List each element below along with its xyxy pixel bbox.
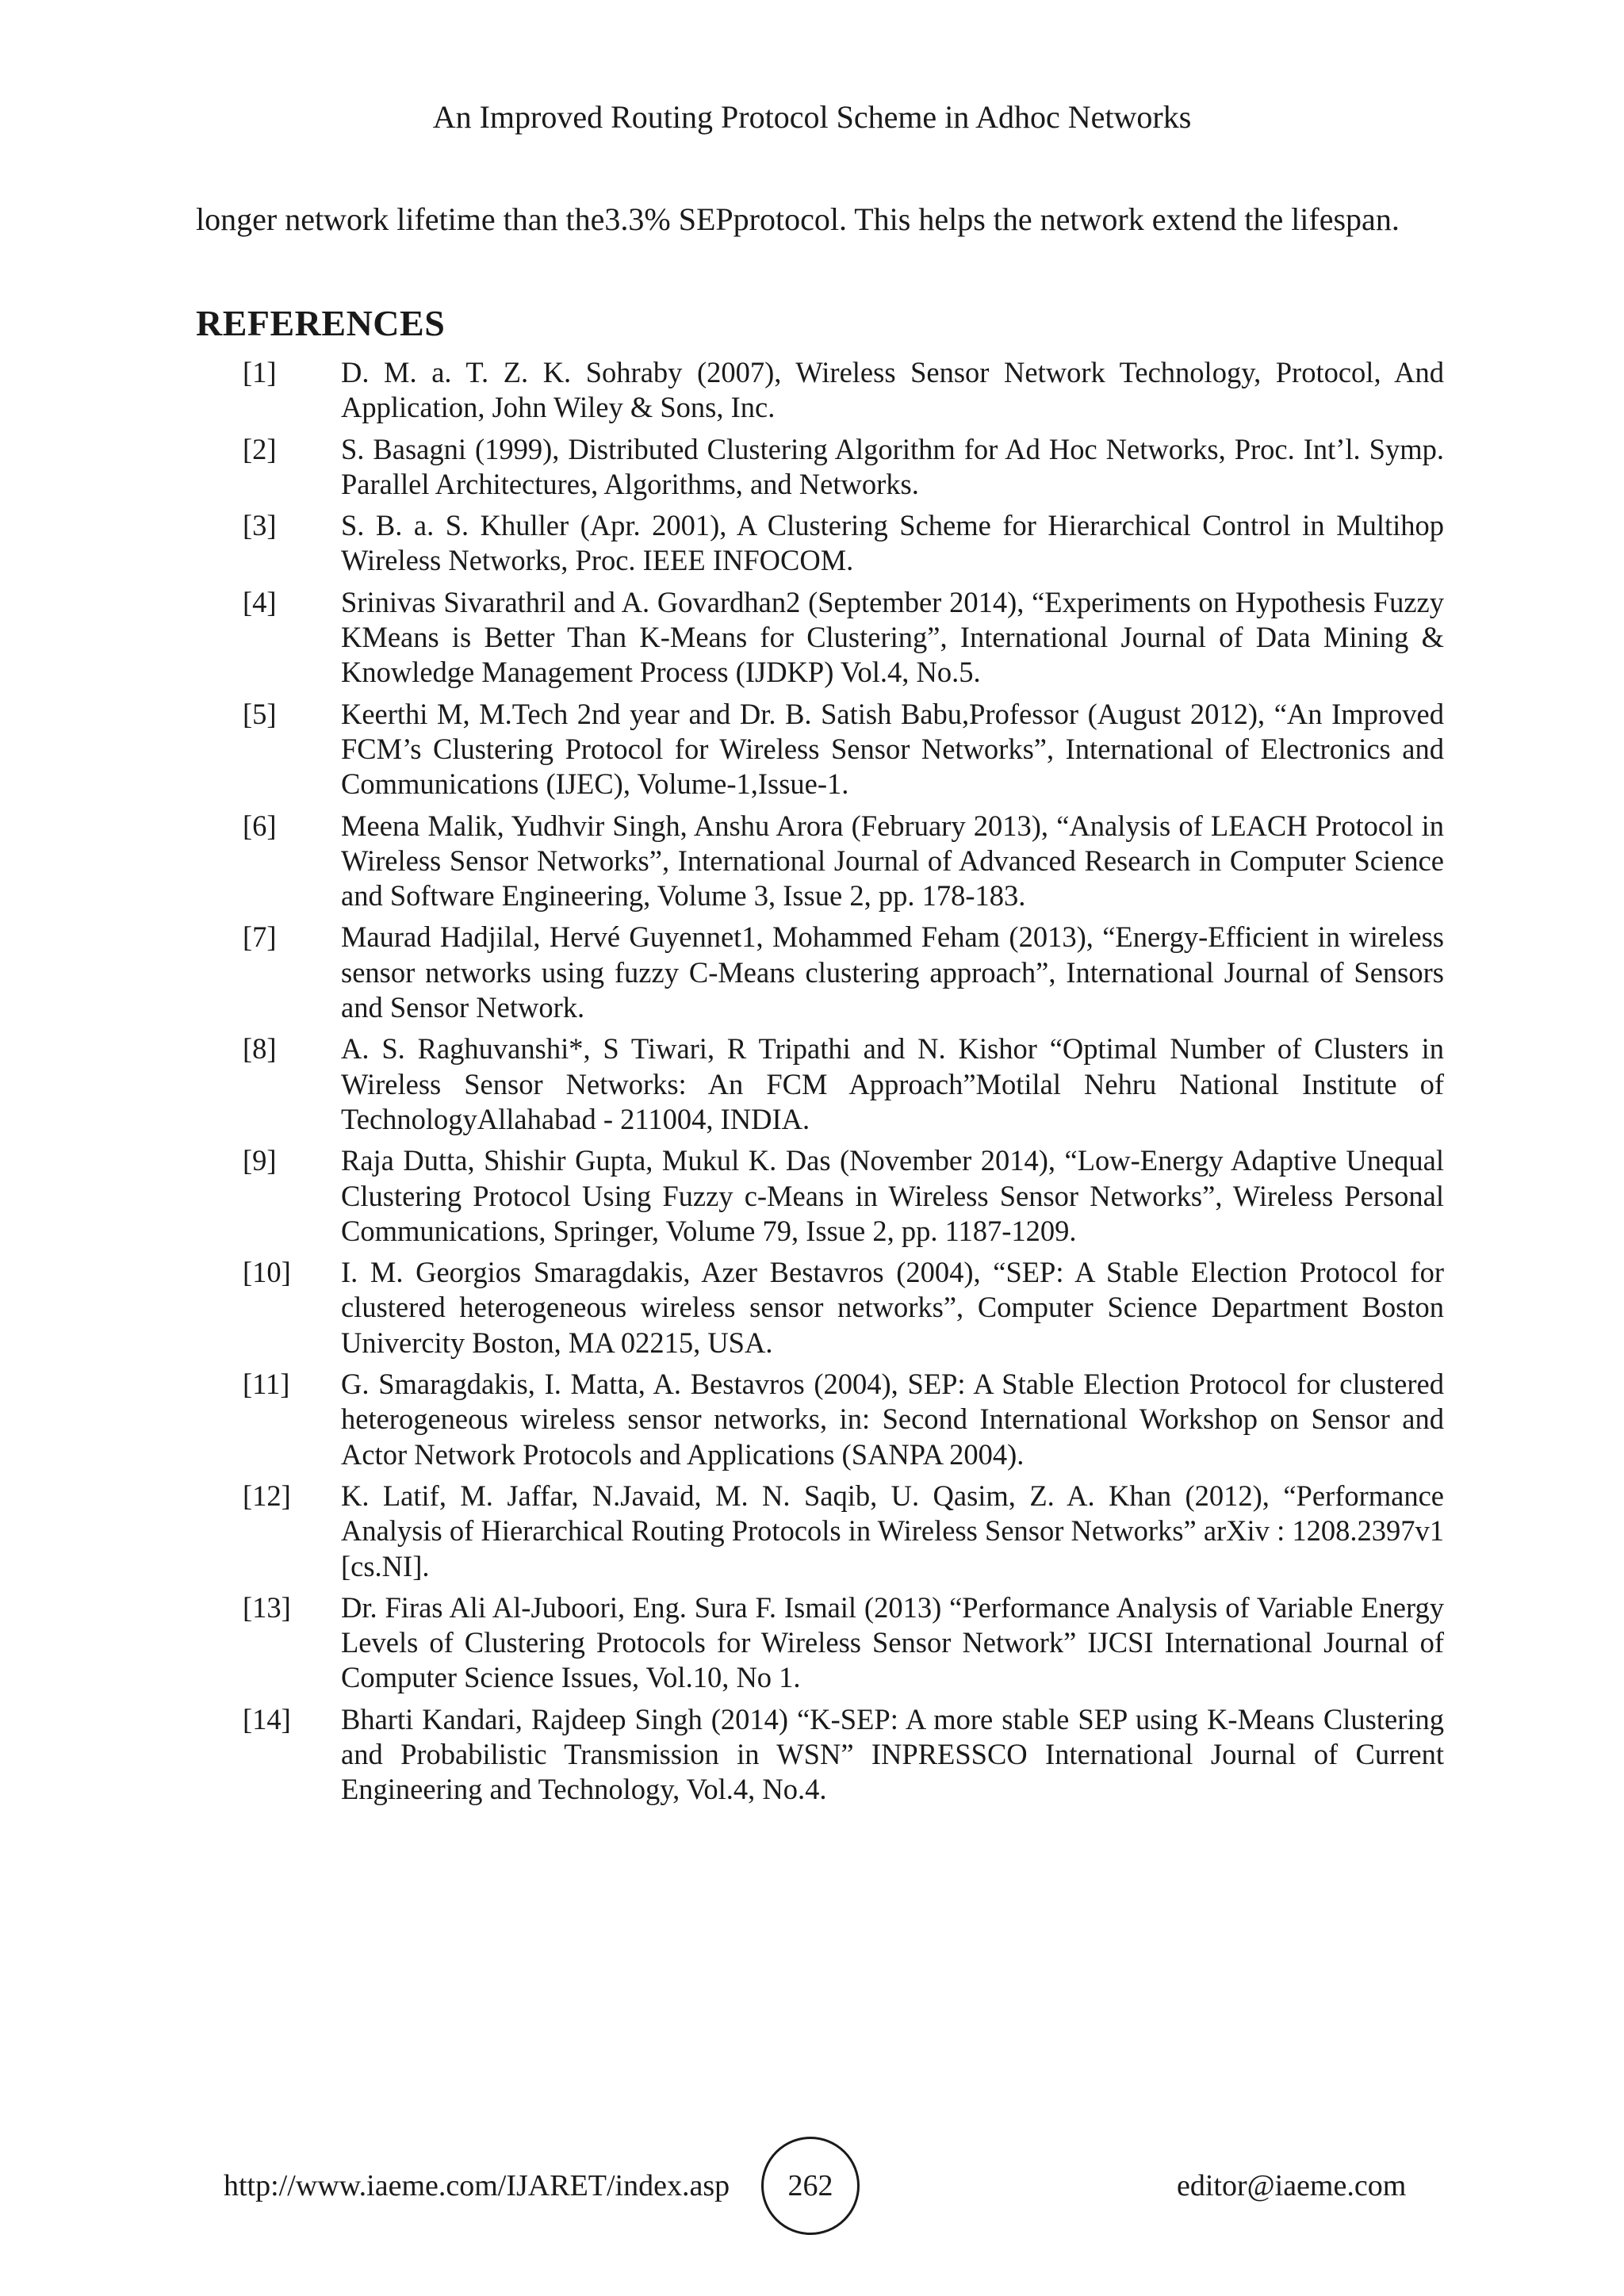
reference-item — [243, 1255, 1444, 1360]
running-header: An Improved Routing Protocol Scheme in Adhoc Networks — [432, 99, 1192, 135]
reference-number: [5] — [243, 697, 277, 730]
reference-number: [8] — [243, 1032, 277, 1066]
reference-number: [1] — [243, 356, 277, 388]
reference-list — [243, 355, 1444, 1814]
reference-text: Bharti Kandari, Rajdeep Singh (2014) “K-SEP: A more stable SEP using K-Means Clustering and Probabilistic Transmission in WSN” INPRESSCO International Journal of Current Engineering and Technology, Vol.4, No.4. — [341, 1702, 1444, 1806]
reference-number: [14] — [243, 1702, 291, 1735]
reference-text: Raja Dutta, Shishir Gupta, Mukul K. Das (November 2014), “Low-Energy Adaptive Unequal Clustering Protocol Using Fuzzy c-Means in Wireless Sensor Networks”, Wireless Personal Communications, Springer, Volume 79, Issue 2, pp. 1187-1209. — [341, 1144, 1444, 1247]
reference-number: [2] — [243, 432, 277, 465]
reference-number: [4] — [243, 585, 277, 618]
reference-text: G. Smaragdakis, I. Matta, A. Bestavros (2004), SEP: A Stable Election Protocol for clustered heterogeneous wireless sensor networks, in: Second International Workshop on Sensor and Actor Network Protocols and Applications (SANPA 2004). — [341, 1368, 1444, 1471]
reference-item — [243, 432, 1444, 503]
reference-item — [243, 355, 1444, 426]
reference-number: [13] — [243, 1590, 291, 1624]
reference-text: Keerthi M, M.Tech 2nd year and Dr. B. Satish Babu,Professor (August 2012), “An Improved FCM’s Clustering Protocol for Wireless Sensor Networks”, International of Electronics and Communications (IJEC), Volume-1,Issue-1. — [341, 697, 1444, 801]
reference-item — [243, 585, 1444, 691]
page-number-badge — [761, 2137, 860, 2235]
reference-item — [243, 508, 1444, 579]
reference-item — [243, 1702, 1444, 1808]
references-heading: REFERENCES — [196, 303, 446, 343]
page-number: 262 — [787, 2169, 833, 2202]
reference-text: A. S. Raghuvanshi*, S Tiwari, R Tripathi and N. Kishor “Optimal Number of Clusters in Wireless Sensor Networks: An FCM Approach”Motilal Nehru National Institute of TechnologyAllahabad - 211004, INDIA. — [341, 1032, 1444, 1135]
reference-number: [3] — [243, 509, 277, 542]
reference-item — [243, 809, 1444, 914]
reference-text: Maurad Hadjilal, Hervé Guyennet1, Mohammed Feham (2013), “Energy-Efficient in wireless sensor networks using fuzzy C-Means clustering approach”, International Journal of Sensors and Sensor Network. — [341, 920, 1444, 1024]
reference-text: S. B. a. S. Khuller (Apr. 2001), A Clustering Scheme for Hierarchical Control in Multihop Wireless Networks, Proc. IEEE INFOCOM. — [341, 509, 1444, 577]
reference-text: Srinivas Sivarathril and A. Govardhan2 (September 2014), “Experiments on Hypothesis Fuzzy KMeans is Better Than K-Means for Clustering”, International Journal of Data Mining & Knowledge Management Process (IJDKP) Vol.4, No.5. — [341, 585, 1444, 689]
reference-text: Dr. Firas Ali Al-Juboori, Eng. Sura F. Ismail (2013) “Performance Analysis of Variable Energy Levels of Clustering Protocols for Wireless Sensor Network” IJCSI International Journal of Computer Science Issues, Vol.10, No 1. — [341, 1590, 1444, 1694]
reference-number: [12] — [243, 1479, 291, 1512]
reference-item — [243, 1031, 1444, 1137]
reference-number: [9] — [243, 1144, 277, 1177]
reference-number: [7] — [243, 920, 277, 954]
reference-item — [243, 1367, 1444, 1472]
reference-item — [243, 1590, 1444, 1696]
reference-item — [243, 1479, 1444, 1584]
reference-text: K. Latif, M. Jaffar, N.Javaid, M. N. Saqib, U. Qasim, Z. A. Khan (2012), “Performance Analysis of Hierarchical Routing Protocols in Wireless Sensor Networks” arXiv : 1208.2397v1 [cs.NI]. — [341, 1479, 1444, 1582]
intro-text: longer network lifetime than the3.3% SEPprotocol. This helps the network extend the lifespan. — [196, 201, 1400, 237]
reference-text: Meena Malik, Yudhvir Singh, Anshu Arora (February 2013), “Analysis of LEACH Protocol in Wireless Sensor Networks”, International Journal of Advanced Research in Computer Science and Software Engineering, Volume 3, Issue 2, pp. 178-183. — [341, 809, 1444, 913]
reference-text: S. Basagni (1999), Distributed Clustering Algorithm for Ad Hoc Networks, Proc. Int’l. Symp. Parallel Architectures, Algorithms, and Networks. — [341, 432, 1444, 500]
footer-email-link[interactable]: editor@iaeme.com — [1177, 2169, 1407, 2202]
reference-number: [11] — [243, 1368, 290, 1401]
reference-number: [10] — [243, 1256, 291, 1289]
reference-text: I. M. Georgios Smaragdakis, Azer Bestavros (2004), “SEP: A Stable Election Protocol for clustered heterogeneous wireless sensor networks”, Computer Science Department Boston Univercity Boston, MA 02215, USA. — [341, 1256, 1444, 1359]
reference-number: [6] — [243, 809, 277, 842]
reference-item — [243, 1143, 1444, 1249]
reference-item — [243, 920, 1444, 1025]
page-footer — [0, 2137, 1624, 2241]
intro-paragraph — [196, 197, 1433, 243]
footer-url-link[interactable]: http://www.iaeme.com/IJARET/index.asp — [224, 2169, 730, 2202]
reference-text: D. M. a. T. Z. K. Sohraby (2007), Wireless Sensor Network Technology, Protocol, And Application, John Wiley & Sons, Inc. — [341, 356, 1444, 424]
reference-item — [243, 697, 1444, 802]
